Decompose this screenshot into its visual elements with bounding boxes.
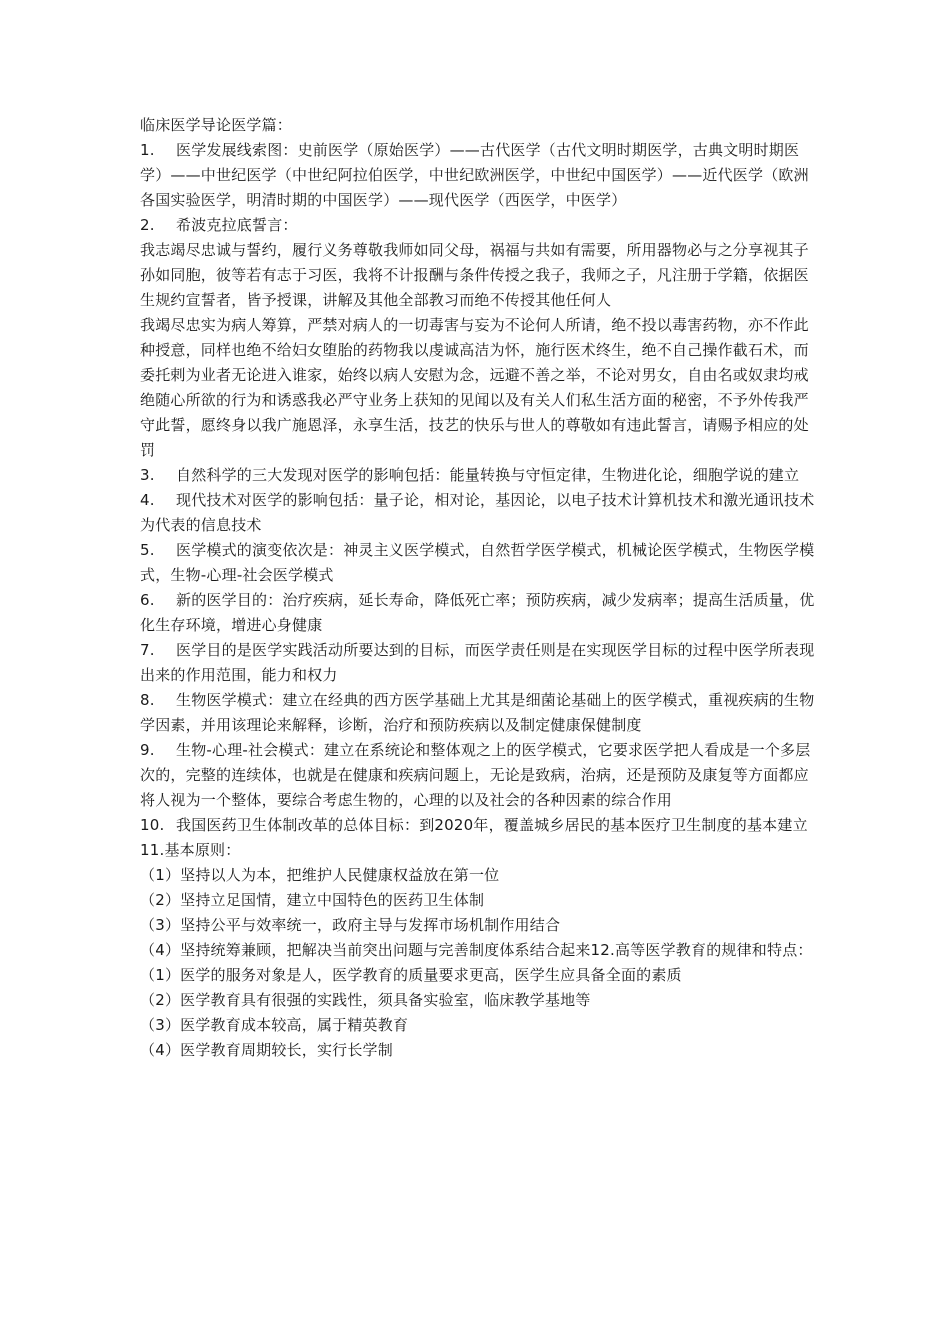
principle-item: （4）坚持统筹兼顾，把解决当前突出问题与完善制度体系结合起来12.高等医学教育的规律和特点： (140, 941, 813, 959)
section-8 (140, 688, 818, 738)
section-number: 2. (140, 216, 155, 234)
section-text: 希波克拉底誓言： (176, 216, 298, 234)
principle-item: （1）坚持以人为本，把维护人民健康权益放在第一位 (140, 866, 500, 884)
section-2 (140, 213, 818, 238)
section-text: 生物-心理-社会模式：建立在系统论和整体观之上的医学模式，它要求医学把人看成是一个多层次的，完整的连续体，也就是在健康和疾病问题上，无论是致病，治病，还是预防及康复等方面都应将人视为一个整体，要综合考虑生物的，心理的以及社会的各种因素的综合作用 (140, 741, 811, 809)
section-5 (140, 538, 818, 588)
section-text: 自然科学的三大发现对医学的影响包括：能量转换与守恒定律，生物进化论，细胞学说的建立 (176, 466, 800, 484)
section-number: 8. (140, 691, 155, 709)
section-6 (140, 588, 818, 638)
principle-item: （2）坚持立足国情，建立中国特色的医药卫生体制 (140, 891, 485, 909)
section-10 (140, 813, 818, 838)
section-7 (140, 638, 818, 688)
education-item: （1）医学的服务对象是人，医学教育的质量要求更高，医学生应具备全面的素质 (140, 966, 682, 984)
section-number: 6. (140, 591, 155, 609)
section-3 (140, 463, 818, 488)
section-9 (140, 738, 818, 813)
oath-paragraph-2: 我竭尽忠实为病人筹算，严禁对病人的一切毒害与妄为不论何人所请，绝不投以毒害药物，亦不作此种授意，同样也绝不给妇女堕胎的药物我以虔诚高洁为怀，施行医术终生，绝不自己操作截石术，而委托剌为业者无论进入谁家，始终以病人安慰为念，远避不善之举，不论对男女，自由名或奴隶均戒绝随心所欲的行为和诱惑我必严守业务上获知的见闻以及有关人们私生活方面的秘密，不予外传我严守此誓，愿终身以我广施恩泽，永享生活，技艺的快乐与世人的尊敬如有违此誓言，请赐予相应的处罚 (140, 316, 809, 459)
education-item: （2）医学教育具有很强的实践性，须具备实验室，临床教学基地等 (140, 991, 591, 1009)
section-number: 3. (140, 466, 155, 484)
section-text: 医学模式的演变依次是：神灵主义医学模式，自然哲学医学模式，机械论医学模式，生物医学模式，生物-心理-社会医学模式 (140, 541, 815, 584)
education-item: （3）医学教育成本较高，属于精英教育 (140, 1016, 409, 1034)
principle-item: （3）坚持公平与效率统一，政府主导与发挥市场机制作用结合 (140, 916, 561, 934)
section-4 (140, 488, 818, 538)
document-title: 临床医学导论医学篇： (140, 116, 293, 134)
section-number: 1. (140, 141, 155, 159)
oath-paragraph-1: 我志竭尽忠诚与誓约，履行义务尊敬我师如同父母，祸福与共如有需要，所用器物必与之分享视其子孙如同胞，彼等若有志于习医，我将不计报酬与条件传授之我子，我师之子，凡注册于学籍，依据医生规约宣誓者，皆予授课，讲解及其他全部教习而绝不传授其他任何人 (140, 241, 809, 309)
section-text: 新的医学目的：治疗疾病，延长寿命，降低死亡率；预防疾病，减少发病率；提高生活质量，优化生存环境，增进心身健康 (140, 591, 815, 634)
section-number: 5. (140, 541, 155, 559)
section-1 (140, 138, 818, 213)
section-number: 9. (140, 741, 155, 759)
education-item: （4）医学教育周期较长，实行长学制 (140, 1041, 393, 1059)
principles-title: 11.基本原则： (140, 841, 241, 859)
section-text: 医学目的是医学实践活动所要达到的目标，而医学责任则是在实现医学目标的过程中医学所表现出来的作用范围，能力和权力 (140, 641, 815, 684)
section-number: 10. (140, 816, 165, 834)
section-text: 现代技术对医学的影响包括：量子论，相对论，基因论，以电子技术计算机技术和激光通讯技术为代表的信息技术 (140, 491, 815, 534)
section-number: 7. (140, 641, 155, 659)
section-number: 4. (140, 491, 155, 509)
section-text: 医学发展线索图：史前医学（原始医学）——古代医学（古代文明时期医学，古典文明时期医学）——中世纪医学（中世纪阿拉伯医学，中世纪欧洲医学，中世纪中国医学）——近代医学（欧洲各国实验医学，明清时期的中国医学）——现代医学（西医学，中医学） (140, 141, 809, 209)
section-text: 我国医药卫生体制改革的总体目标：到2020年，覆盖城乡居民的基本医疗卫生制度的基本建立 (176, 816, 808, 834)
section-text: 生物医学模式：建立在经典的西方医学基础上尤其是细菌论基础上的医学模式，重视疾病的生物学因素，并用该理论来解释，诊断，治疗和预防疾病以及制定健康保健制度 (140, 691, 815, 734)
